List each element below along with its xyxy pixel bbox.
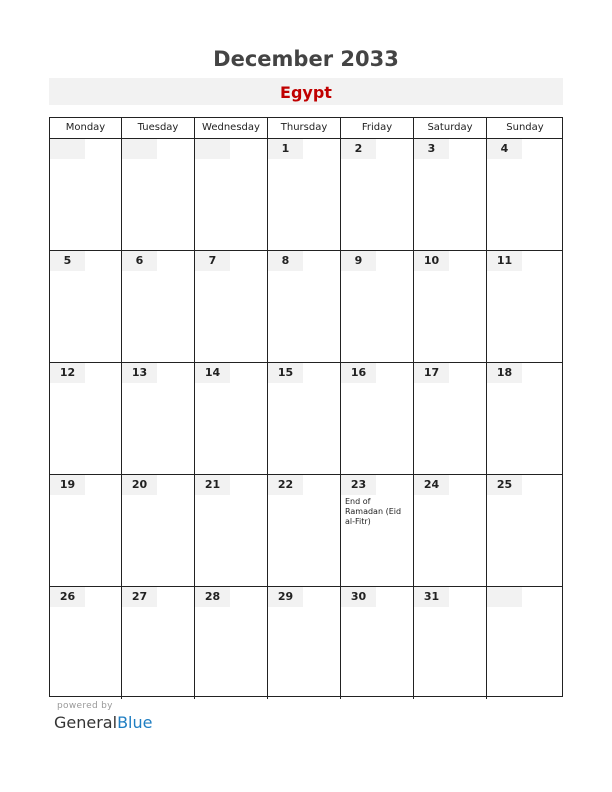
day-number: 22 xyxy=(277,478,294,491)
day-cell-13 xyxy=(122,363,195,474)
day-number: 4 xyxy=(500,142,509,155)
weekday-header-row xyxy=(50,118,562,139)
day-cell-17 xyxy=(414,363,487,474)
calendar-title: December 2033 xyxy=(213,47,399,71)
day-number: 1 xyxy=(281,142,290,155)
week-row xyxy=(50,251,562,363)
day-number: 16 xyxy=(350,366,367,379)
day-cell-24 xyxy=(414,475,487,586)
day-number: 8 xyxy=(281,254,290,267)
day-cell-7 xyxy=(195,251,268,362)
day-cell-6 xyxy=(122,251,195,362)
calendar-grid xyxy=(49,117,563,697)
day-number: 9 xyxy=(354,254,363,267)
empty-day-cell xyxy=(50,139,122,250)
day-number: 31 xyxy=(423,590,440,603)
day-cell-18 xyxy=(487,363,563,474)
day-cell-2 xyxy=(341,139,414,250)
day-number: 28 xyxy=(204,590,221,603)
weekday-header-wednesday: Wednesday xyxy=(195,118,268,138)
day-cell-27 xyxy=(122,587,195,699)
day-number: 3 xyxy=(427,142,436,155)
day-number-background xyxy=(487,587,522,607)
day-cell-16 xyxy=(341,363,414,474)
day-number: 10 xyxy=(423,254,440,267)
weekday-header-tuesday: Tuesday xyxy=(122,118,195,138)
day-cell-30 xyxy=(341,587,414,699)
weekday-header-thursday: Thursday xyxy=(268,118,341,138)
day-cell-23 xyxy=(341,475,414,586)
day-number: 6 xyxy=(135,254,144,267)
day-number: 18 xyxy=(496,366,513,379)
week-row xyxy=(50,475,562,587)
day-number-background xyxy=(122,139,157,159)
weekday-header-friday: Friday xyxy=(341,118,414,138)
day-cell-11 xyxy=(487,251,563,362)
day-number: 11 xyxy=(496,254,513,267)
day-cell-31 xyxy=(414,587,487,699)
week-row xyxy=(50,363,562,475)
day-cell-22 xyxy=(268,475,341,586)
day-cell-14 xyxy=(195,363,268,474)
day-number: 5 xyxy=(63,254,72,267)
day-cell-25 xyxy=(487,475,563,586)
day-cell-10 xyxy=(414,251,487,362)
week-row xyxy=(50,139,562,251)
day-number: 30 xyxy=(350,590,367,603)
brand-general-text: General xyxy=(54,713,118,732)
day-cell-3 xyxy=(414,139,487,250)
empty-day-cell xyxy=(195,139,268,250)
day-cell-21 xyxy=(195,475,268,586)
day-cell-1 xyxy=(268,139,341,250)
powered-by-label: powered by xyxy=(57,701,113,711)
empty-day-cell xyxy=(122,139,195,250)
brand-blue-text: Blue xyxy=(117,713,153,732)
day-cell-5 xyxy=(50,251,122,362)
day-cell-9 xyxy=(341,251,414,362)
day-number: 15 xyxy=(277,366,294,379)
day-cell-19 xyxy=(50,475,122,586)
day-number: 19 xyxy=(59,478,76,491)
country-name: Egypt xyxy=(280,83,332,102)
weekday-header-sunday: Sunday xyxy=(506,122,544,133)
day-number-background xyxy=(195,139,230,159)
day-cell-20 xyxy=(122,475,195,586)
day-cell-28 xyxy=(195,587,268,699)
day-number: 14 xyxy=(204,366,221,379)
day-number: 21 xyxy=(204,478,221,491)
day-number: 26 xyxy=(59,590,76,603)
day-number: 20 xyxy=(131,478,148,491)
weekday-header-saturday: Saturday xyxy=(414,118,487,138)
empty-day-cell xyxy=(487,587,563,699)
day-cell-12 xyxy=(50,363,122,474)
day-number: 29 xyxy=(277,590,294,603)
day-cell-29 xyxy=(268,587,341,699)
day-number: 27 xyxy=(131,590,148,603)
generalblue-logo[interactable] xyxy=(54,713,152,732)
day-number: 24 xyxy=(423,478,440,491)
week-row xyxy=(50,587,562,699)
country-banner xyxy=(49,78,563,105)
day-number: 2 xyxy=(354,142,363,155)
day-number: 25 xyxy=(496,478,513,491)
day-cell-4 xyxy=(487,139,563,250)
day-number-background xyxy=(50,139,85,159)
weekday-header-monday: Monday xyxy=(50,118,122,138)
day-number: 13 xyxy=(131,366,148,379)
day-number: 7 xyxy=(208,254,217,267)
day-number: 23 xyxy=(350,478,367,491)
day-cell-26 xyxy=(50,587,122,699)
day-cell-15 xyxy=(268,363,341,474)
holiday-label: End of Ramadan (Eid al-Fitr) xyxy=(345,497,402,526)
day-number: 12 xyxy=(59,366,76,379)
day-number: 17 xyxy=(423,366,440,379)
day-cell-8 xyxy=(268,251,341,362)
